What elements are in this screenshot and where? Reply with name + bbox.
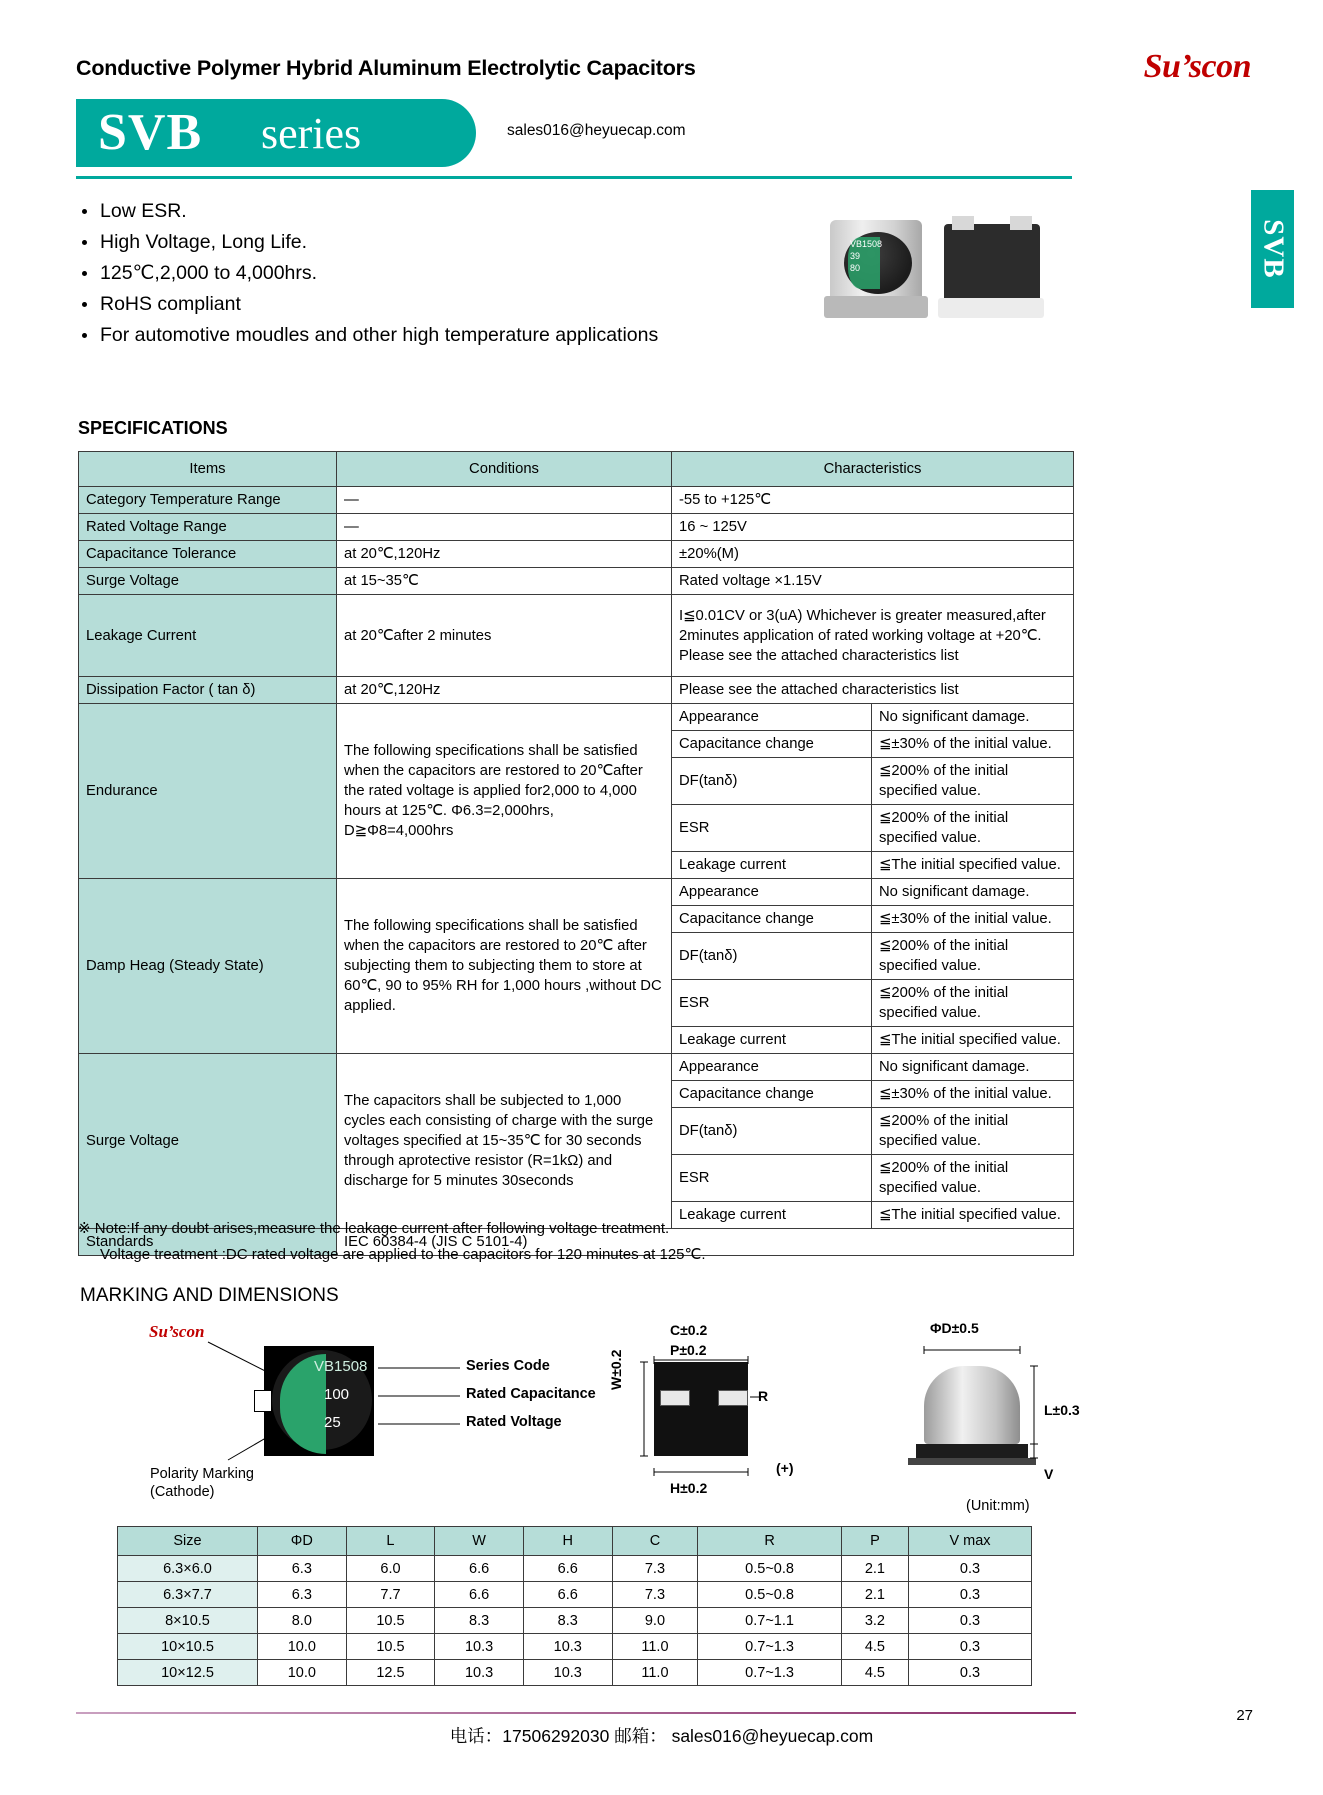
cell-vmax: 0.3 (908, 1582, 1031, 1608)
side-view-drawing (878, 1318, 1098, 1513)
sub-row (672, 731, 1073, 758)
cell-l: 12.5 (346, 1660, 435, 1686)
side-tab-svb (1251, 190, 1294, 308)
dim-v-label: V (1044, 1466, 1054, 1482)
row-item: Surge Voltage (79, 1054, 337, 1229)
table-header-row (118, 1527, 1032, 1556)
cell-p: 3.2 (841, 1608, 908, 1634)
series-code: SVB (98, 104, 203, 161)
dim-r-label: R (758, 1388, 769, 1404)
table-row (118, 1608, 1032, 1634)
unit-label: (Unit:mm) (966, 1498, 1030, 1514)
cell-r: 0.7~1.1 (698, 1608, 842, 1634)
row-characteristic: Rated voltage ×1.15V (672, 568, 1074, 595)
dim-h-label: H±0.2 (670, 1480, 708, 1496)
contact-email: sales016@heyuecap.com (507, 122, 686, 139)
col-characteristics: Characteristics (672, 452, 1074, 487)
row-condition: at 20℃,120Hz (337, 677, 672, 704)
sub-val: No significant damage. (872, 704, 1074, 731)
sub-val: ≦200% of the initial specified value. (872, 1108, 1074, 1155)
table-row-endurance (79, 704, 1074, 879)
row-condition: The capacitors shall be subjected to 1,000 cycles each consisting of charge with the surge voltages specified at 15~35℃ for 30 seconds through aprotective resistor (R=1kΩ) and discharge for 5 minutes 30seconds (337, 1054, 672, 1229)
capacitor-base (824, 296, 928, 318)
footer-divider (76, 1712, 1076, 1714)
cell-p: 4.5 (841, 1660, 908, 1686)
footer-contact: 电话：17506292030 邮箱： sales016@heyuecap.com (449, 1726, 874, 1746)
cell-c: 11.0 (612, 1634, 698, 1660)
surge-subtable (672, 1054, 1073, 1228)
cell-phid: 10.0 (258, 1634, 347, 1660)
cell-l: 7.7 (346, 1582, 435, 1608)
product-photo (820, 210, 1052, 330)
dim-l-label: L±0.3 (1044, 1402, 1080, 1418)
cell-vmax: 0.3 (908, 1634, 1031, 1660)
row-item: Leakage Current (79, 595, 337, 677)
col-l: L (346, 1527, 435, 1556)
row-characteristic: ±20%(M) (672, 541, 1074, 568)
sub-row (672, 980, 1073, 1027)
sub-val: No significant damage. (872, 1054, 1074, 1081)
sub-row (672, 1027, 1073, 1054)
sub-val: ≦The initial specified value. (879, 1032, 1061, 1048)
dim-p-label: P±0.2 (670, 1342, 707, 1358)
sub-row (672, 1155, 1073, 1202)
side-tab-label: SVB (1257, 219, 1289, 279)
cell-c: 7.3 (612, 1556, 698, 1582)
sub-key: ESR (672, 980, 872, 1027)
sub-row (672, 852, 1073, 879)
page-number: 27 (1236, 1707, 1253, 1724)
sub-row (672, 805, 1073, 852)
sub-val: ≦200% of the initial specified value. (872, 1155, 1074, 1202)
sub-val: ≦The initial specified value. (879, 857, 1061, 873)
col-vmax: V max (908, 1527, 1031, 1556)
sub-key: Capacitance change (672, 731, 872, 758)
damp-subtable (672, 879, 1073, 1053)
cathode-notch (254, 1390, 272, 1412)
sub-row (672, 933, 1073, 980)
row-item: Damp Heag (Steady State) (79, 879, 337, 1054)
photo-label-line3: 80 (850, 263, 861, 273)
table-row (118, 1660, 1032, 1686)
dim-c-label: C±0.2 (670, 1322, 708, 1338)
row-characteristic: I≦0.01CV or 3(uA) Whichever is greater measured,after 2minutes application of rated working voltage at +20℃. Please see the attached characteristics list (672, 595, 1074, 677)
col-p: P (841, 1527, 908, 1556)
note-line-2: Voltage treatment :DC rated voltage are applied to the capacitors for 120 minutes at 125℃. (100, 1246, 706, 1263)
cell-p: 2.1 (841, 1556, 908, 1582)
series-word: series (261, 109, 362, 158)
capacitor-side-base (938, 298, 1044, 318)
series-banner (76, 99, 476, 167)
table-row (118, 1582, 1032, 1608)
specifications-table (78, 451, 1074, 1256)
photo-label-line2: 39 (850, 251, 861, 261)
row-characteristic-group (672, 1054, 1074, 1229)
cell-p: 2.1 (841, 1582, 908, 1608)
capacitor-side-view (944, 224, 1040, 302)
col-w: W (435, 1527, 524, 1556)
top-view-drawing (608, 1320, 838, 1510)
cell-c: 9.0 (612, 1608, 698, 1634)
col-size: Size (118, 1527, 258, 1556)
table-row (79, 568, 1074, 595)
sub-val: ≦±30% of the initial value. (872, 906, 1074, 933)
row-condition: at 20℃,120Hz (337, 541, 672, 568)
marking-voltage: 25 (324, 1414, 341, 1431)
sub-key: ESR (672, 805, 872, 852)
sub-row (672, 906, 1073, 933)
row-item: Category Temperature Range (79, 487, 337, 514)
sub-key: DF(tanδ) (672, 933, 872, 980)
cell-h: 10.3 (523, 1634, 612, 1660)
table-row (118, 1634, 1032, 1660)
table-row-surge (79, 1054, 1074, 1229)
row-characteristic: -55 to +125℃ (672, 487, 1074, 514)
capacitor-photo-label (850, 238, 882, 274)
cell-vmax: 0.3 (908, 1608, 1031, 1634)
sub-val: ≦The initial specified value. (879, 1207, 1061, 1223)
dim-w-label: W±0.2 (608, 1349, 624, 1390)
col-h: H (523, 1527, 612, 1556)
cell-phid: 10.0 (258, 1660, 347, 1686)
cell-h: 10.3 (523, 1660, 612, 1686)
photo-label-line1: VB1508 (850, 239, 883, 249)
cell-size: 6.3×6.0 (118, 1556, 258, 1582)
sub-key: Capacitance change (672, 1081, 872, 1108)
sub-val: ≦±30% of the initial value. (872, 1081, 1074, 1108)
sub-row (672, 1108, 1073, 1155)
polarity-line-2: (Cathode) (150, 1484, 215, 1500)
capacitor-top-view (830, 220, 922, 302)
callout-polarity-marking (150, 1465, 254, 1501)
cell-h: 6.6 (523, 1582, 612, 1608)
cell-vmax: 0.3 (908, 1660, 1031, 1686)
sub-key: Leakage current (672, 852, 872, 879)
cell-size: 10×12.5 (118, 1660, 258, 1686)
specifications-title: SPECIFICATIONS (78, 418, 228, 438)
table-row (79, 541, 1074, 568)
table-row (79, 595, 1074, 677)
sub-row (672, 1081, 1073, 1108)
row-value: IEC 60384-4 (JIS C 5101-4) (337, 1229, 1074, 1256)
dimensions-table (117, 1526, 1032, 1686)
cell-c: 7.3 (612, 1582, 698, 1608)
row-characteristic-group (672, 879, 1074, 1054)
row-item: Endurance (79, 704, 337, 879)
marking-logo: Su’scon (149, 1322, 205, 1341)
cell-r: 0.7~1.3 (698, 1634, 842, 1660)
cell-r: 0.5~0.8 (698, 1556, 842, 1582)
sub-row (672, 1054, 1073, 1081)
feature-list (78, 197, 798, 352)
cell-l: 10.5 (346, 1608, 435, 1634)
marking-series-code: VB1508 (314, 1358, 368, 1375)
polarity-plus-label: (+) (776, 1460, 794, 1476)
capacitor-top-face (844, 232, 912, 294)
row-condition: — (337, 487, 672, 514)
sub-val: No significant damage. (872, 879, 1074, 906)
table-row (79, 514, 1074, 541)
col-phid: ΦD (258, 1527, 347, 1556)
marking-title: MARKING AND DIMENSIONS (80, 1285, 339, 1306)
sub-key: Appearance (672, 879, 872, 906)
cell-w: 6.6 (435, 1556, 524, 1582)
col-conditions: Conditions (337, 452, 672, 487)
row-item: Surge Voltage (79, 568, 337, 595)
sub-row (672, 704, 1073, 731)
sub-val: ≦200% of the initial specified value. (872, 980, 1074, 1027)
table-row (79, 677, 1074, 704)
cell-size: 6.3×7.7 (118, 1582, 258, 1608)
sub-key: ESR (672, 1155, 872, 1202)
endurance-subtable (672, 704, 1073, 878)
cell-c: 11.0 (612, 1660, 698, 1686)
sub-val: ≦200% of the initial specified value. (872, 758, 1074, 805)
top-view-dimension-lines (608, 1320, 838, 1510)
sub-row (672, 1202, 1073, 1229)
cell-l: 10.5 (346, 1634, 435, 1660)
brand-logo: Su’scon (1143, 48, 1251, 85)
callout-series-code: Series Code (466, 1358, 550, 1374)
row-characteristic: Please see the attached characteristics list (672, 677, 1074, 704)
callout-rated-voltage: Rated Voltage (466, 1414, 562, 1430)
row-condition: at 15~35℃ (337, 568, 672, 595)
header-divider (76, 176, 1072, 179)
list-item: 125℃,2,000 to 4,000hrs. (78, 259, 798, 288)
row-characteristic-group (672, 704, 1074, 879)
note-line-1: ※ Note:If any doubt arises,measure the leakage current after following voltage treatment. (78, 1220, 670, 1237)
row-item: Standards (79, 1229, 337, 1256)
list-item: Low ESR. (78, 197, 798, 226)
sub-row (672, 879, 1073, 906)
sub-key: Leakage current (672, 1027, 872, 1054)
row-condition: The following specifications shall be satisfied when the capacitors are restored to 20℃after the rated voltage is applied for2,000 to 4,000 hours at 125℃. Φ6.3=2,000hrs, D≧Φ8=4,000hrs (337, 704, 672, 879)
row-condition: The following specifications shall be satisfied when the capacitors are restored to 20℃ after subjecting them to subjecting them to store at 60℃, 90 to 95% RH for 1,000 hours ,without DC applied. (337, 879, 672, 1054)
marking-capacitance: 100 (324, 1386, 350, 1403)
cell-w: 8.3 (435, 1608, 524, 1634)
polarity-line-1: Polarity Marking (150, 1466, 254, 1482)
sub-key: Appearance (672, 704, 872, 731)
col-r: R (698, 1527, 842, 1556)
page-title: Conductive Polymer Hybrid Aluminum Electrolytic Capacitors (76, 56, 696, 80)
sub-val: ≦200% of the initial specified value. (872, 805, 1074, 852)
col-c: C (612, 1527, 698, 1556)
cell-w: 6.6 (435, 1582, 524, 1608)
sub-key: Leakage current (672, 1202, 872, 1229)
sub-val: ≦200% of the initial specified value. (872, 933, 1074, 980)
cell-w: 10.3 (435, 1634, 524, 1660)
side-view-dimension-lines (878, 1318, 1098, 1513)
cell-size: 8×10.5 (118, 1608, 258, 1634)
sub-key: DF(tanδ) (672, 758, 872, 805)
table-row-damp (79, 879, 1074, 1054)
cell-vmax: 0.3 (908, 1556, 1031, 1582)
table-row (118, 1556, 1032, 1582)
cell-h: 8.3 (523, 1608, 612, 1634)
cell-r: 0.7~1.3 (698, 1660, 842, 1686)
cell-size: 10×10.5 (118, 1634, 258, 1660)
list-item: RoHS compliant (78, 290, 798, 319)
col-items: Items (79, 452, 337, 487)
sub-key: DF(tanδ) (672, 1108, 872, 1155)
cell-w: 10.3 (435, 1660, 524, 1686)
row-item: Rated Voltage Range (79, 514, 337, 541)
table-row (79, 487, 1074, 514)
table-header-row (79, 452, 1074, 487)
row-item: Capacitance Tolerance (79, 541, 337, 568)
sub-key: Appearance (672, 1054, 872, 1081)
cell-phid: 6.3 (258, 1556, 347, 1582)
marking-diagram (78, 1310, 1080, 1514)
sub-row (672, 758, 1073, 805)
cell-p: 4.5 (841, 1634, 908, 1660)
cell-phid: 6.3 (258, 1582, 347, 1608)
row-characteristic: 16 ~ 125V (672, 514, 1074, 541)
cell-r: 0.5~0.8 (698, 1582, 842, 1608)
cell-phid: 8.0 (258, 1608, 347, 1634)
sub-key: Capacitance change (672, 906, 872, 933)
sub-val: ≦±30% of the initial value. (872, 731, 1074, 758)
dim-phid-label: ΦD±0.5 (930, 1320, 979, 1336)
row-condition: at 20℃after 2 minutes (337, 595, 672, 677)
row-condition: — (337, 514, 672, 541)
cell-l: 6.0 (346, 1556, 435, 1582)
list-item: High Voltage, Long Life. (78, 228, 798, 257)
callout-rated-capacitance: Rated Capacitance (466, 1386, 596, 1402)
row-item: Dissipation Factor ( tan δ) (79, 677, 337, 704)
list-item: For automotive moudles and other high temperature applications (78, 321, 798, 350)
cell-h: 6.6 (523, 1556, 612, 1582)
